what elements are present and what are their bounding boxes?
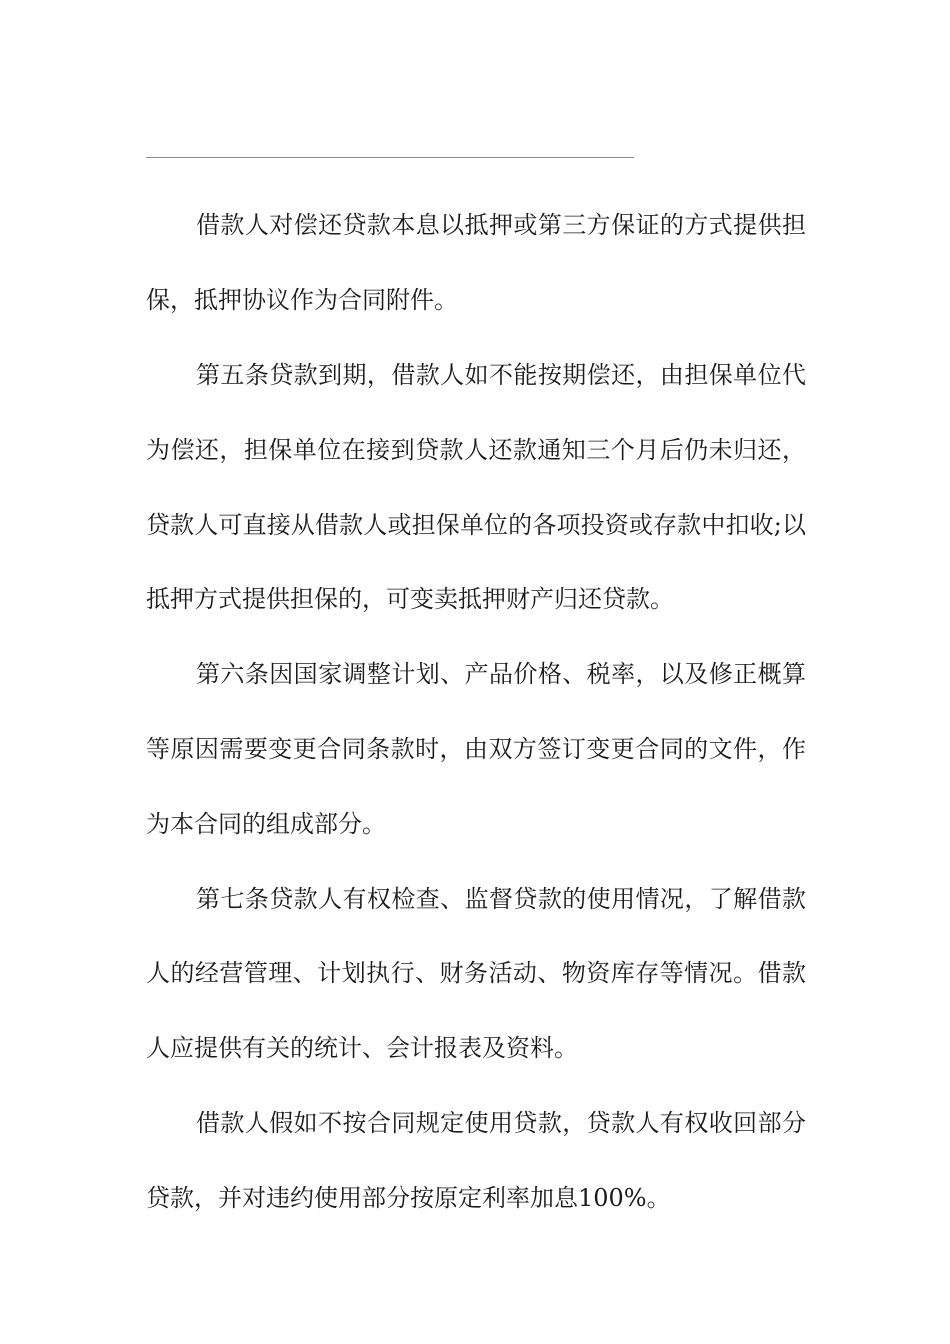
text-line-5: 贷款人可直接从借款人或担保单位的各项投资或存款中扣收;以 <box>146 511 806 539</box>
text-line-2: 保，抵押协议作为合同附件。 <box>146 286 458 314</box>
text-line-12: 人应提供有关的统计、会计报表及资料。 <box>146 1034 578 1062</box>
text-line-13: 借款人假如不按合同规定使用贷款，贷款人有权收回部分 <box>196 1109 806 1137</box>
text-line-4: 为偿还，担保单位在接到贷款人还款通知三个月后仍未归还， <box>146 436 806 464</box>
text-line-14: 贷款，并对违约使用部分按原定利率加息100%。 <box>146 1184 671 1212</box>
text-line-11: 人的经营管理、计划执行、财务活动、物资库存等情况。借款 <box>146 959 806 987</box>
header-rule <box>146 157 634 158</box>
text-line-9: 为本合同的组成部分。 <box>146 810 386 838</box>
text-line-7: 第六条因国家调整计划、产品价格、税率，以及修正概算 <box>196 660 806 688</box>
text-line-3: 第五条贷款到期，借款人如不能按期偿还，由担保单位代 <box>196 361 806 389</box>
text-line-10: 第七条贷款人有权检查、监督贷款的使用情况，了解借款 <box>196 885 806 913</box>
text-line-8: 等原因需要变更合同条款时，由双方签订变更合同的文件，作 <box>146 735 806 763</box>
text-line-6: 抵押方式提供担保的，可变卖抵押财产归还贷款。 <box>146 585 674 613</box>
text-line-1: 借款人对偿还贷款本息以抵押或第三方保证的方式提供担 <box>196 211 806 239</box>
